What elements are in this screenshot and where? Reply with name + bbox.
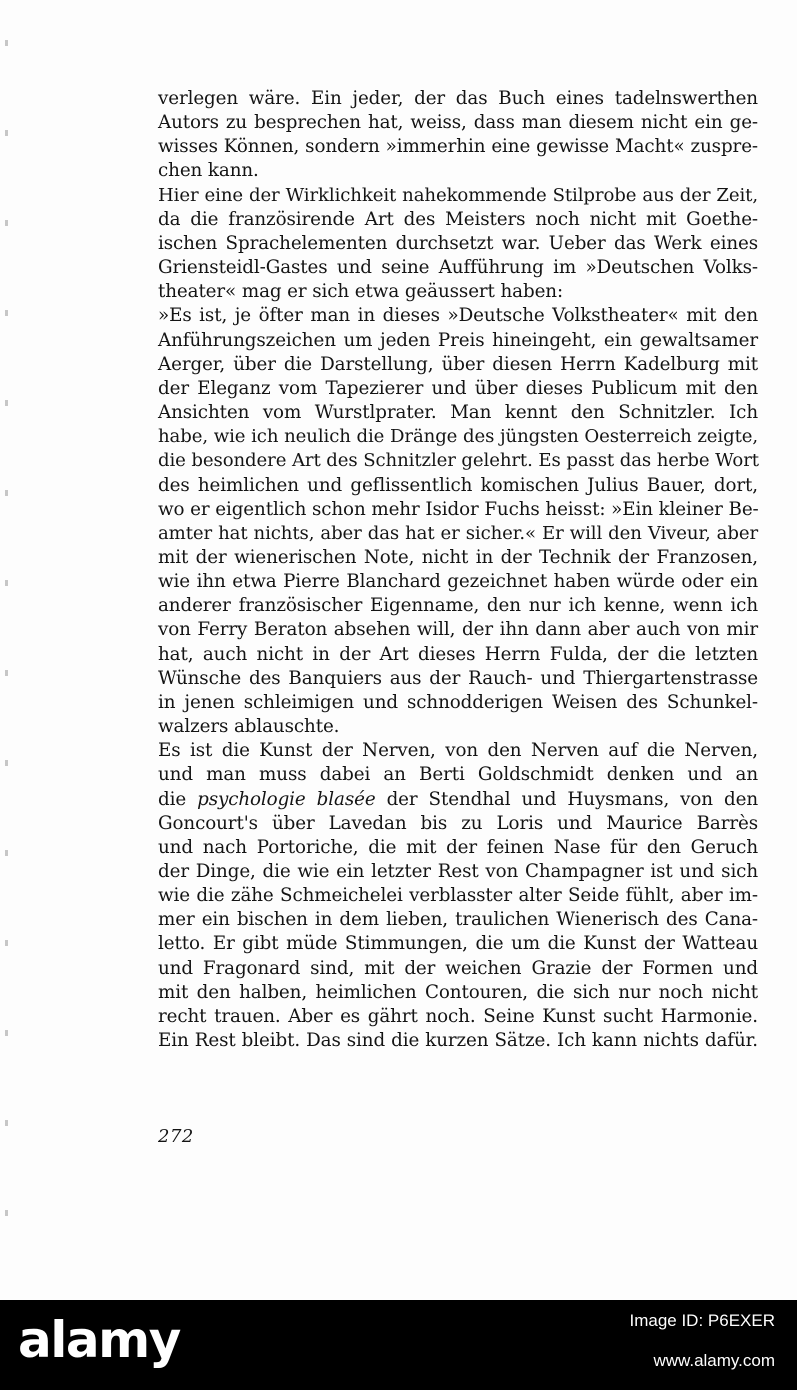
text-line: wo er eigentlich schon mehr Isidor Fuchs heisst: »Ein kleiner Be- — [158, 498, 759, 520]
text-line: des heimlichen und geflissentlich komischen Julius Bauer, dort, — [158, 474, 758, 496]
text-line: wisses Können, sondern »immerhin eine gewisse Macht« zuspre- — [158, 136, 758, 158]
text-line: Autors zu besprechen hat, weiss, dass man diesem nicht ein ge- — [158, 112, 758, 134]
text-line: habe, wie ich neulich die Dränge des jüngsten Oesterreich zeigte, — [158, 426, 758, 448]
text-line: mit der wienerischen Note, nicht in der Technik der Franzosen, — [158, 546, 758, 568]
text-line: walzers ablauschte. — [158, 716, 340, 738]
text-line: chen kann. — [158, 160, 259, 182]
text-line: von Ferry Beraton absehen will, der ihn dann aber auch von mir — [158, 619, 758, 641]
text-line: wie die zähe Schmeichelei verblasster alter Seide fühlt, aber im- — [158, 885, 758, 907]
text-line: da die französirende Art des Meisters noch nicht mit Goethe- — [158, 208, 758, 230]
text-line: Wünsche des Banquiers aus der Rauch- und Thiergartenstrasse — [158, 667, 758, 689]
text-line: mit den halben, heimlichen Contouren, die sich nur noch nicht — [158, 981, 758, 1003]
text-line: anderer französischer Eigenname, den nur ich kenne, wenn ich — [158, 595, 758, 617]
text-line: »Es ist, je öfter man in dieses »Deutsche Volkstheater« mit den — [158, 305, 758, 327]
text-line: und Fragonard sind, mit der weichen Grazie der Formen und — [158, 957, 758, 979]
text-line: Ansichten vom Wurstlprater. Man kennt den Schnitzler. Ich — [158, 402, 758, 424]
text-line: theater« mag er sich etwa geäussert haben: — [158, 281, 564, 303]
italic-phrase: psychologie blasée — [197, 788, 376, 810]
text-line: der Eleganz vom Tapezierer und über dieses Publicum mit den — [158, 377, 758, 399]
text-line: Aerger, über die Darstellung, über diesen Herrn Kadelburg mit — [158, 353, 758, 375]
text-segment: die — [158, 788, 198, 810]
text-segment: der Stendhal und Huysmans, von den — [375, 788, 759, 810]
text-line: Hier eine der Wirklichkeit nahekommende Stilprobe aus der Zeit, — [158, 184, 758, 206]
text-line: Goncourt's über Lavedan bis zu Loris und Maurice Barrès — [158, 812, 758, 834]
text-line — [158, 788, 758, 812]
text-line: letto. Er gibt müde Stimmungen, die um die Kunst der Watteau — [158, 933, 758, 955]
text-line: hat, auch nicht in der Art dieses Herrn Fulda, der die letzten — [158, 643, 758, 665]
text-line: in jenen schleimigen und schnodderigen Weisen des Schunkel- — [158, 691, 758, 713]
body-text — [158, 87, 758, 1053]
scan-edge-marks — [5, 0, 8, 1300]
text-line: amter hat nichts, aber das hat er sicher.« Er will den Viveur, aber — [158, 522, 758, 544]
site-url: www.alamy.com — [653, 1351, 775, 1370]
text-line: wie ihn etwa Pierre Blanchard gezeichnet haben würde oder ein — [158, 571, 758, 593]
watermark-banner — [0, 1300, 797, 1390]
text-line: mer ein bischen in dem lieben, traulichen Wienerisch des Cana- — [158, 909, 758, 931]
text-line: Ein Rest bleibt. Das sind die kurzen Sätze. Ich kann nichts dafür. — [158, 1030, 758, 1052]
page-number: 272 — [158, 1126, 194, 1147]
text-line: und nach Portoriche, die mit der feinen Nase für den Geruch — [158, 836, 758, 858]
text-line: und man muss dabei an Berti Goldschmidt denken und an — [158, 764, 758, 786]
text-line: Anführungszeichen um jeden Preis hineingeht, ein gewaltsamer — [158, 329, 758, 351]
text-line: Griensteidl-Gastes und seine Aufführung im »Deutschen Volks- — [158, 257, 758, 279]
text-line: ischen Sprachelementen durchsetzt war. Ueber das Werk eines — [158, 232, 758, 254]
alamy-logo: alamy — [18, 1311, 180, 1369]
text-line: der Dinge, die wie ein letzter Rest von Champagner ist und sich — [158, 861, 758, 882]
image-id-label: Image ID: P6EXER — [629, 1311, 775, 1330]
text-line: recht trauen. Aber es gährt noch. Seine Kunst sucht Harmonie. — [158, 1005, 758, 1027]
text-line: verlegen wäre. Ein jeder, der das Buch eines tadelnswerthen — [158, 88, 758, 109]
text-line: Es ist die Kunst der Nerven, von den Nerven auf die Nerven, — [158, 740, 758, 762]
text-line: die besondere Art des Schnitzler gelehrt. Es passt das herbe Wort — [158, 450, 759, 472]
